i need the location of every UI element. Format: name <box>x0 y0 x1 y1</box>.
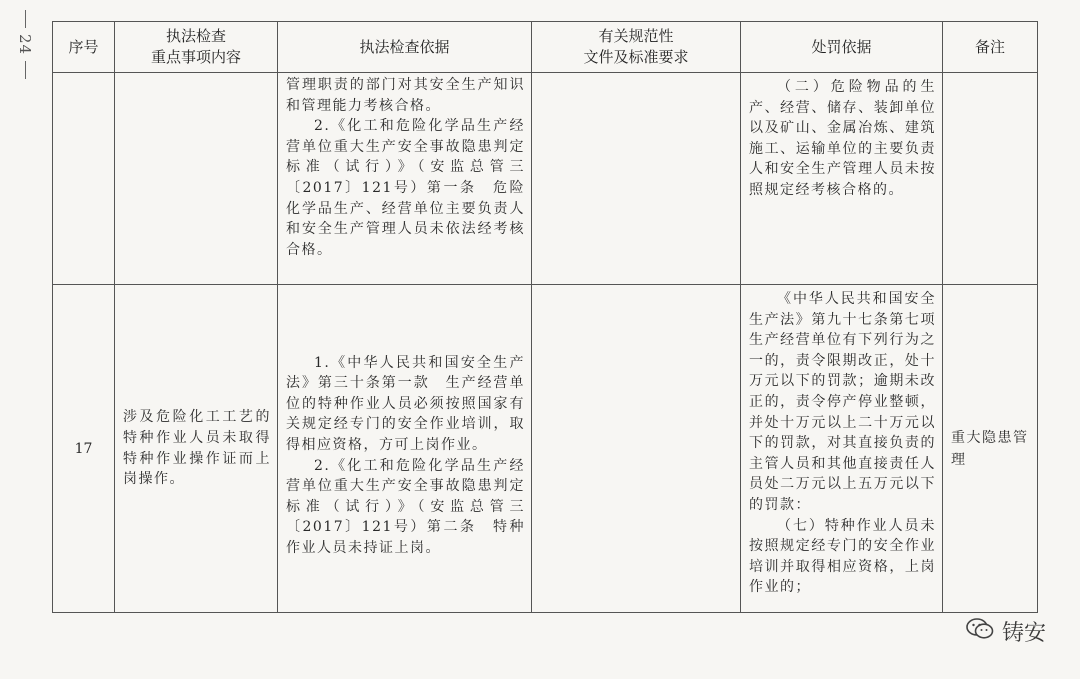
row1-remark <box>943 73 1038 285</box>
row2-standard <box>532 285 741 613</box>
header-penalty: 处罚依据 <box>741 22 943 73</box>
row2-no: 17 <box>53 285 115 613</box>
page-number-text: 24 <box>16 34 34 56</box>
table-row <box>53 73 1038 285</box>
row2-basis-para1: 1.《中华人民共和国安全生产法》第三十条第一款 生产经营单位的特种作业人员必须按照国家有关规定经专门的安全作业培训，取得相应资格，方可上岗作业。 <box>286 354 525 453</box>
row2-remark: 重大隐患管理 <box>951 429 1029 468</box>
row2-penalty-para2: （七）特种作业人员未按照规定经专门的安全作业培训并取得相应资格，上岗作业的； <box>749 517 936 596</box>
watermark <box>966 616 1046 647</box>
wechat-icon <box>966 617 994 647</box>
row2-item-cell <box>115 285 278 613</box>
header-standard-line2: 文件及标准要求 <box>583 48 689 66</box>
row1-no <box>53 73 115 285</box>
row2-penalty <box>741 285 952 613</box>
header-standard-line1: 有关规范性 <box>598 27 674 45</box>
table-row <box>53 285 1038 613</box>
header-remark: 备注 <box>943 22 1038 73</box>
row1-basis-para1: 管理职责的部门对其安全生产知识和管理能力考核合格。 <box>286 77 525 114</box>
row2-penalty-para1: 《中华人民共和国安全生产法》第九十七条第七项 生产经营单位有下列行为之一的，责令限期改正，处十万元以下的罚款；逾期未改正的，责令停产停业整顿，并处十万元以上二十万元以下的罚款，对其直接负责的主管人员和其他直接责任人员处二万元以上五万元以下的罚款： <box>749 291 952 513</box>
row2-basis-para2: 2.《化工和危险化学品生产经营单位重大生产安全事故隐患判定标准（试行）》（安监总管三〔2017〕121号）第二条 特种作业人员未持证上岗。 <box>286 457 525 556</box>
row1-standard <box>532 73 741 285</box>
page-number-dash-bottom <box>25 61 26 79</box>
row2-remark-cell <box>943 285 1038 613</box>
header-item-line1: 执法检查 <box>165 27 226 45</box>
row2-item: 涉及危险化工工艺的特种作业人员未取得特种作业操作证而上岗操作。 <box>123 409 271 488</box>
inspection-table <box>52 21 1038 613</box>
row1-basis-para2: 2.《化工和危险化学品生产经营单位重大生产安全事故隐患判定标准（试行）》（安监总管三〔2017〕121号）第一条 危险化学品生产、经营单位主要负责人和安全生产管理人员未依法经考核合格。 <box>286 118 525 258</box>
row1-penalty-para1: （二）危险物品的生产、经营、储存、装卸单位以及矿山、金属冶炼、建筑施工、运输单位的主要负责人和安全生产管理人员未按照规定经考核合格的。 <box>749 79 936 198</box>
row1-penalty <box>741 73 943 285</box>
header-standard <box>532 22 741 73</box>
watermark-text: 铸安 <box>1001 621 1046 646</box>
page-number <box>12 10 38 110</box>
header-item <box>115 22 278 73</box>
table-header-row <box>53 22 1038 73</box>
header-basis: 执法检查依据 <box>278 22 532 73</box>
row1-basis <box>278 73 532 285</box>
row2-basis <box>278 285 532 613</box>
row1-item <box>115 73 278 285</box>
page-number-dash-top <box>25 10 26 28</box>
header-item-line2: 重点事项内容 <box>150 48 241 66</box>
header-no: 序号 <box>53 22 115 73</box>
